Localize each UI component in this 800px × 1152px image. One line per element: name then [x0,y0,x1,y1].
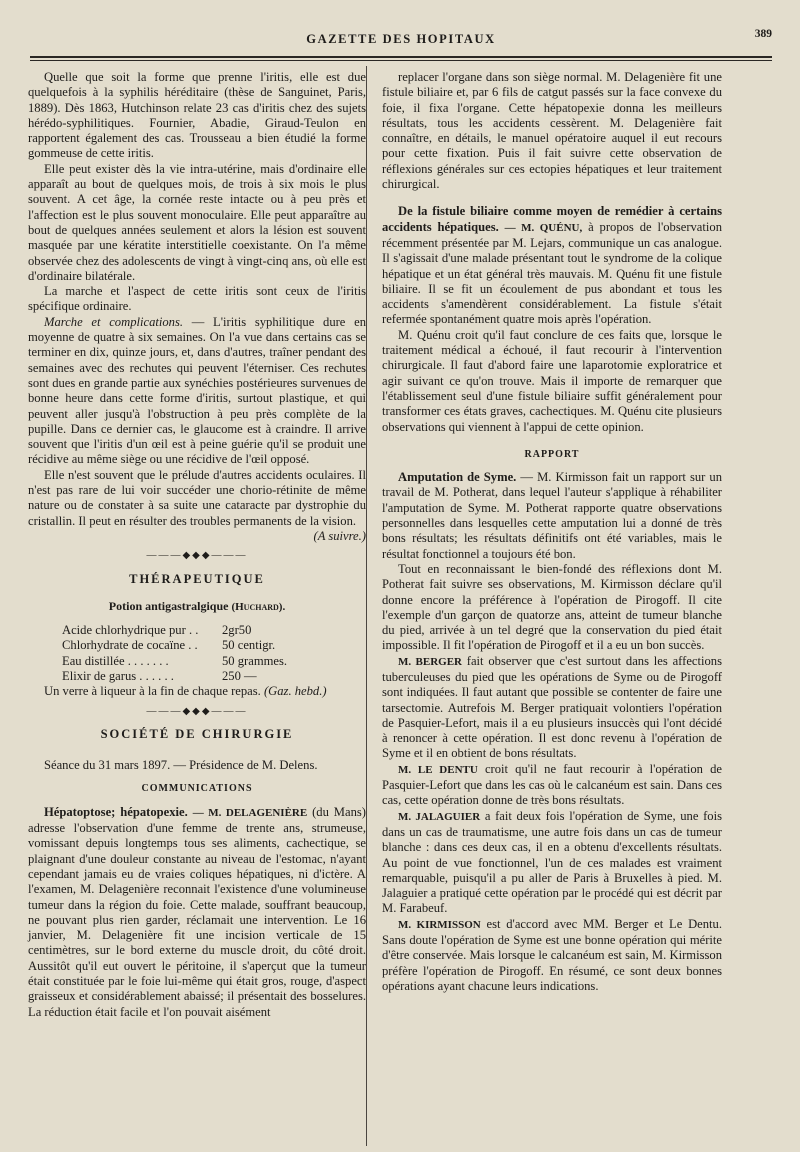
recipe-list [62,623,332,684]
paragraph: Tout en reconnaissant le bien-fondé des réflexions dont M. Potherat fait suivre ses observations, M. Kirmisson déclare qu'il donne encore la préférence à l'opération de Pirogoff. Il cite l'exemple d'un garçon de quatorze ans, atteint de tumeur blanche du pied, arrivée à un tel degré que la conservation du pied était impossible. Il fit l'opération de Pirogoff et il a eu un bon succès. [382,561,722,653]
section-title-therapeutique: THÉRAPEUTIQUE [129,571,265,586]
paragraph-body: — L'iritis syphilitique dure en moyenne de quatre à six semaines. On l'a vue dans certains cas se terminer en dix, quinze jours, et, dans d'autres, traîner pendant des semaines avec des rechutes qui peuvent l'éterniser. Ces rechutes sont dues en grande partie aux synéchies postérieures survenues de bonne heure dans cette forme d'iritis, surtout plastique, et qui peuvent aller jusqu'à l'obstruction à peu près complète de la pupille. Dans ce dernier cas, le glaucome est à craindre. Il arrive souvent que l'iritis d'un œil est à peine guérie qu'il se produit une récidive au même siège ou une récidive de l'œil opposé. [28,314,366,467]
paragraph [382,809,722,917]
rapport-heading: RAPPORT [524,448,580,460]
article-title: Amputation de Syme. [398,470,517,485]
paragraph [28,315,366,468]
recipe-author: (Huchard). [231,600,286,613]
article-title: De la fistule biliaire comme moyen de remédier à certains accidents hépatiques. [382,204,722,234]
paragraph: La marche et l'aspect de cette iritis sont ceux de l'iritis spécifique ordinaire. [28,284,366,314]
recipe-usage [28,684,366,699]
usage-source: (Gaz. hebd.) [263,684,327,699]
recipe-title [28,599,366,615]
header-rule-thin [30,60,772,61]
recipe-row [62,638,332,653]
session-line: Séance du 31 mars 1897. — Présidence de M. Delens. [44,758,318,773]
column-divider [366,66,367,1146]
article-title: Hépatoptose; hépatopexie. [44,804,188,819]
recipe-name: Potion antigastralgique [108,598,229,613]
speaker-name: M. BERGER [398,655,462,668]
paragraph [382,762,722,809]
speaker-name: M. JALAGUIER [398,810,481,823]
header-rule [30,56,772,58]
paragraph-lead: Marche et complications. [44,314,184,329]
ornament-divider: ———◆◆◆——— [146,550,248,562]
recipe-row [62,654,332,669]
recipe-dose: 2gr50 [222,623,252,638]
recipe-item: Elixir de garus . . . . . . [62,668,174,683]
paragraph [382,470,722,562]
speaker-name: — M. QUÉNU, [504,221,583,234]
recipe-row [62,623,332,638]
paragraph [382,917,722,994]
speaker-name: — M. DELAGENIÈRE [192,806,308,819]
recipe-dose: 250 — [222,668,257,683]
paragraph: replacer l'organe dans son siège normal. M. Delagenière fit une fistule biliaire et, par 6 fils de catgut passés sur la face convexe du foie, il fixa l'organe. Cette hépatopexie donna les meilleurs résultats, tous les accidents cessèrent. M. Delagenière fait connaître, en détails, le manuel opératoire auquel il eut recours pour cette fixation. Puis il fait suivre cette observation de réflexions générales sur ces ectopies hépatiques et leur traitement chirurgical. [382,70,722,192]
paragraph [28,805,366,1020]
paragraph [382,654,722,762]
running-title: GAZETTE DES HOPITAUX [306,32,496,46]
recipe-item: Acide chlorhydrique pur . . [62,623,199,638]
paragraph-body: fait observer que c'est surtout dans les affections tuberculeuses du pied que les opérations de Syme ou de Pirogoff sont indiquées. Il faut autant que possible se contenter de faire une tarsectomie. Autrefois M. Berger pratiquait volontiers l'opération de Pasquier-Lefort, mais il a eu plusieurs insuccès qui l'ont décidé à renoncer à cette opération. Il est donc revenu à l'opération de Syme et il en obtient de bons résultats. [382,653,722,761]
paragraph-body: est d'accord avec MM. Berger et Le Dentu. Sans doute l'opération de Syme est une bonne opération qui mérite d'être conservée. Mais lorsque le calcanéum est sain, M. Kirmisson préfère l'opération de Pirogoff. En résumé, ce sont deux bonnes opérations ayant chacune leurs indications. [382,916,723,993]
paragraph [382,204,722,327]
running-header [30,28,772,50]
paragraph: M. Quénu croit qu'il faut conclure de ces faits que, lorsque le traitement médical a échoué, il faut recourir à l'intervention chirurgicale. Il faut d'abord faire une laparotomie exploratrice et agir suivant ce qu'on trouve. Mais il importe de remarquer que l'établissement seul d'une fistule biliaire suffit généralement pour transformer ces états graves, cachectiques. M. Quénu cite plusieurs observations qui viennent à l'appui de cette opinion. [382,327,722,434]
paragraph-body: croit qu'il ne faut recourir à l'opération de Pasquier-Lefort que dans les cas où le calcanéum est sain. Dans ces cas, cette opération donne de très bons résultats. [382,761,723,808]
paragraph-body: — M. Kirmisson fait un rapport sur un travail de M. Potherat, dans lequel l'auteur s'applique à réhabiliter l'amputation de Syme. M. Potherat rapporte quatre observations personnelles dans lesquelles cette amputation lui a donné de très bons résultats; les résultats définitifs ont été variables, mais le résultat fonctionnel a toujours été bon. [382,470,723,561]
recipe-dose: 50 grammes. [222,653,288,668]
ornament-divider: ———◆◆◆——— [146,705,248,717]
left-column [28,70,366,1020]
page-number: 389 [754,28,772,40]
paragraph: Elle n'est souvent que le prélude d'autres accidents oculaires. Il n'est pas rare de lui voir succéder une chorio-rétinite de même nature ou de constater à sa suite une cataracte par dystrophie du cristallin. Il peut en résulter des troubles permanents de la vision. [28,467,366,528]
communications-heading: COMMUNICATIONS [141,783,253,795]
speaker-name: M. LE DENTU [398,763,478,776]
paragraph-body: a fait deux fois l'opération de Syme, une fois dans un cas de traumatisme, une autre fois dans un cas de tumeur blanche : dans ces deux cas, il en a obtenu d'excellents résultats. Au point de vue fonctionnel, l'un de ces malades est vraiment remarquable, puisqu'il a pu aller de Paris à Bruxelles à pied. M. Jalaguier a pratiqué cette opération par le procédé qui est décrit par M. Farabeuf. [382,808,723,916]
recipe-item: Chlorhydrate de cocaïne . . [62,638,198,653]
speaker-name: M. KIRMISSON [398,918,481,931]
usage-text: Un verre à liqueur à la fin de chaque repas. [44,684,261,699]
paragraph-body: à propos de l'observation récemment présentée par M. Lejars, communique un cas analogue. Il s'agissait d'une malade présentant tout le syndrome de la colique hépatique et un état général très mauvais. M. Quénu fit une fistule biliaire. Il se fit un écoulement de pus abondant et tous les accidents s'amendèrent considérablement. La fistule s'était refermée spontanément quatre mois après l'opération. [382,219,722,327]
recipe-item: Eau distillée . . . . . . . [62,653,169,668]
section-title-societe: SOCIÉTÉ DE CHIRURGIE [100,726,294,741]
paragraph: Quelle que soit la forme que prenne l'iritis, elle est due quelquefois à la syphilis héréditaire (thèse de Sanguinet, Paris, 1889). Dès 1863, Hutchinson relate 23 cas d'iritis chez des sujets hérédo-syphilitiques. Fournier, Abadie, Giraud-Teulon en rapportent également des cas. Trousseau a bien étudié la forme gommeuse de cette iritis. [28,70,366,161]
to-be-continued: (A suivre.) [313,528,366,543]
right-column [382,70,722,994]
recipe-row [62,669,332,684]
paragraph: Elle peut exister dès la vie intra-utérine, mais d'ordinaire elle apparaît au bout de quelques mois, de trois à six mois le plus souvent. A cet âge, la cornée reste intacte ou à peu près et l'affection est le plus souvent monoculaire. Elle peut apparaître au bout de quelques années seulement et alors la lésion est souvent masquée par une kératite interstitielle coexistante. On l'a même observée chez des adolescents de vingt à vingt-cinq ans, où elle est d'ordinaire bilatérale. [28,161,366,283]
paragraph-body: (du Mans) adresse l'observation d'une femme de trente ans, strumeuse, vomissant depuis longtemps tous ses aliments, cachectique, se plaignant d'une douleur constante au niveau de l'estomac, n'ayant cependant jamais eu de vraies coliques hépatiques, ni d'ictère. A l'examen, M. Delagenière reconnait l'existence d'une volumineuse tumeur dans la région du foie. Cette malade, souffrant beaucoup, ne pouvant plus rien garder, réclamait une intervention. Le 16 janvier, M. Delagenière fit une incision verticale de 15 centimètres, sur le bord externe du muscle droit, du côté droit. Aussitôt qu'il eut ouvert le péritoine, il s'aperçut que la tumeur était constituée par le foie lui-même qui était gros, rouge, d'aspect graisseux et considérablement abaissé; il présentait des bosselures. La réduction était facile et l'on pouvait aisément [28,804,366,1019]
recipe-dose: 50 centigr. [222,638,276,653]
